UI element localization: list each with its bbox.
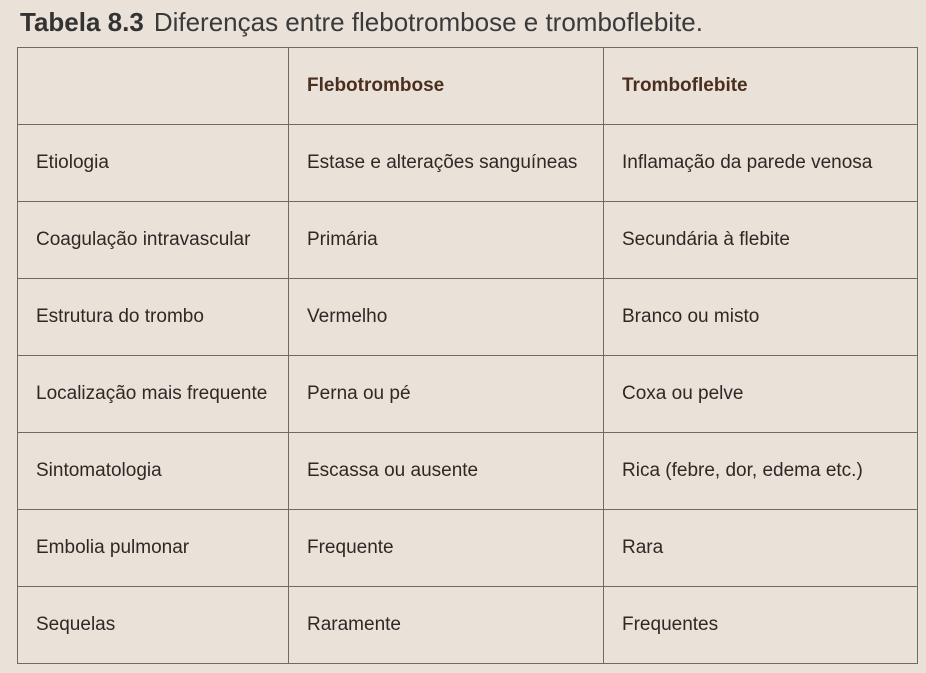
header-cell-tromboflebite: Tromboflebite <box>604 48 918 125</box>
table-cell: Estase e alterações sanguíneas <box>289 125 604 202</box>
table-cell: Secundária à flebite <box>604 202 918 279</box>
row-label: Embolia pulmonar <box>18 510 289 587</box>
table-cell: Escassa ou ausente <box>289 433 604 510</box>
row-label: Sequelas <box>18 587 289 664</box>
table-header-row <box>18 48 918 125</box>
table-cell: Rica (febre, dor, edema etc.) <box>604 433 918 510</box>
row-label: Etiologia <box>18 125 289 202</box>
table-cell: Frequentes <box>604 587 918 664</box>
header-cell-flebotrombose: Flebotrombose <box>289 48 604 125</box>
table-row <box>18 587 918 664</box>
table-row <box>18 125 918 202</box>
table-row <box>18 510 918 587</box>
table-row <box>18 433 918 510</box>
table-cell: Perna ou pé <box>289 356 604 433</box>
table-number: Tabela 8.3 <box>20 7 144 37</box>
table-cell: Raramente <box>289 587 604 664</box>
row-label: Estrutura do trombo <box>18 279 289 356</box>
row-label: Coagulação intravascular <box>18 202 289 279</box>
row-label: Sintomatologia <box>18 433 289 510</box>
table-cell: Vermelho <box>289 279 604 356</box>
header-cell-empty <box>18 48 289 125</box>
table-row <box>18 202 918 279</box>
table-cell: Rara <box>604 510 918 587</box>
table-row <box>18 279 918 356</box>
table-cell: Frequente <box>289 510 604 587</box>
table-cell: Inflamação da parede venosa <box>604 125 918 202</box>
table-row <box>18 356 918 433</box>
row-label: Localização mais frequente <box>18 356 289 433</box>
table-caption <box>20 6 703 38</box>
table-cell: Coxa ou pelve <box>604 356 918 433</box>
table-title: Diferenças entre flebotrombose e tromboflebite. <box>153 7 703 37</box>
comparison-table <box>17 47 918 664</box>
table-cell: Primária <box>289 202 604 279</box>
table-cell: Branco ou misto <box>604 279 918 356</box>
